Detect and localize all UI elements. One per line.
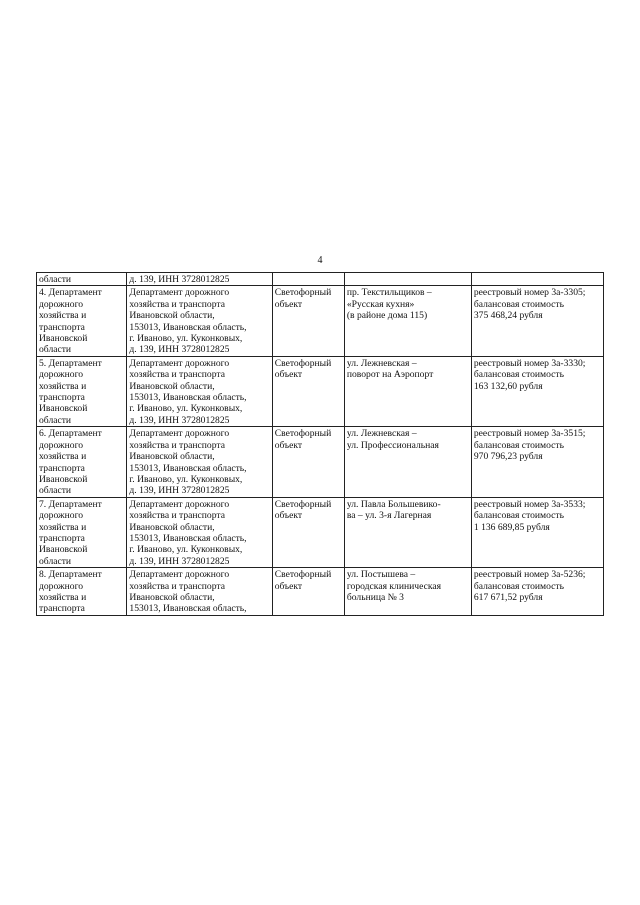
owner-cell: Департамент дорожного хозяйства и транспорта Ивановской области, 153013, Ивановская область, г. Иваново, ул. Куконковых, д. 139, ИНН 3728012825: [127, 356, 272, 426]
value-cell: реестровый номер 3а-3533; балансовая стоимость 1 136 689,85 рубля: [471, 497, 603, 567]
holder-cell: 6. Департамент дорожного хозяйства и транспорта Ивановской области: [37, 427, 127, 497]
object-type-cell: Светофорный объект: [272, 497, 344, 567]
table-row: [37, 356, 604, 426]
page-number: 4: [317, 255, 323, 266]
owner-cell: Департамент дорожного хозяйства и транспорта Ивановской области, 153013, Ивановская область, г. Иваново, ул. Куконковых, д. 139, ИНН 3728012825: [127, 286, 272, 356]
value-cell: [471, 273, 603, 286]
location-cell: ул. Лежневская – ул. Профессиональная: [344, 427, 471, 497]
table-row: [37, 273, 604, 286]
value-cell: реестровый номер 3а-3330; балансовая стоимость 163 132,60 рубля: [471, 356, 603, 426]
holder-cell: 8. Департамент дорожного хозяйства и транспорта: [37, 568, 127, 616]
location-cell: [344, 273, 471, 286]
table-row: [37, 497, 604, 567]
location-cell: ул. Лежневская – поворот на Аэропорт: [344, 356, 471, 426]
registry-table: [36, 272, 604, 616]
owner-cell: Департамент дорожного хозяйства и транспорта Ивановской области, 153013, Ивановская область, г. Иваново, ул. Куконковых, д. 139, ИНН 3728012825: [127, 497, 272, 567]
location-cell: пр. Текстильщиков – «Русская кухня» (в районе дома 115): [344, 286, 471, 356]
value-cell: реестровый номер 3а-3515; балансовая стоимость 970 796,23 рубля: [471, 427, 603, 497]
value-cell: реестровый номер 3а-3305; балансовая стоимость 375 468,24 рубля: [471, 286, 603, 356]
location-cell: ул. Павла Большевико- ва – ул. 3-я Лагерная: [344, 497, 471, 567]
object-type-cell: Светофорный объект: [272, 568, 344, 616]
holder-cell: 5. Департамент дорожного хозяйства и транспорта Ивановской области: [37, 356, 127, 426]
table-row: [37, 568, 604, 616]
object-type-cell: Светофорный объект: [272, 356, 344, 426]
holder-cell: 4. Департамент дорожного хозяйства и транспорта Ивановской области: [37, 286, 127, 356]
location-cell: ул. Постышева – городская клиническая больница № 3: [344, 568, 471, 616]
object-type-cell: Светофорный объект: [272, 427, 344, 497]
owner-cell: д. 139, ИНН 3728012825: [127, 273, 272, 286]
value-cell: реестровый номер 3а-5236; балансовая стоимость 617 671,52 рубля: [471, 568, 603, 616]
holder-cell: 7. Департамент дорожного хозяйства и транспорта Ивановской области: [37, 497, 127, 567]
object-type-cell: [272, 273, 344, 286]
owner-cell: Департамент дорожного хозяйства и транспорта Ивановской области, 153013, Ивановская область,: [127, 568, 272, 616]
holder-cell: области: [37, 273, 127, 286]
table-row: [37, 427, 604, 497]
object-type-cell: Светофорный объект: [272, 286, 344, 356]
table-row: [37, 286, 604, 356]
owner-cell: Департамент дорожного хозяйства и транспорта Ивановской области, 153013, Ивановская область, г. Иваново, ул. Куконковых, д. 139, ИНН 3728012825: [127, 427, 272, 497]
